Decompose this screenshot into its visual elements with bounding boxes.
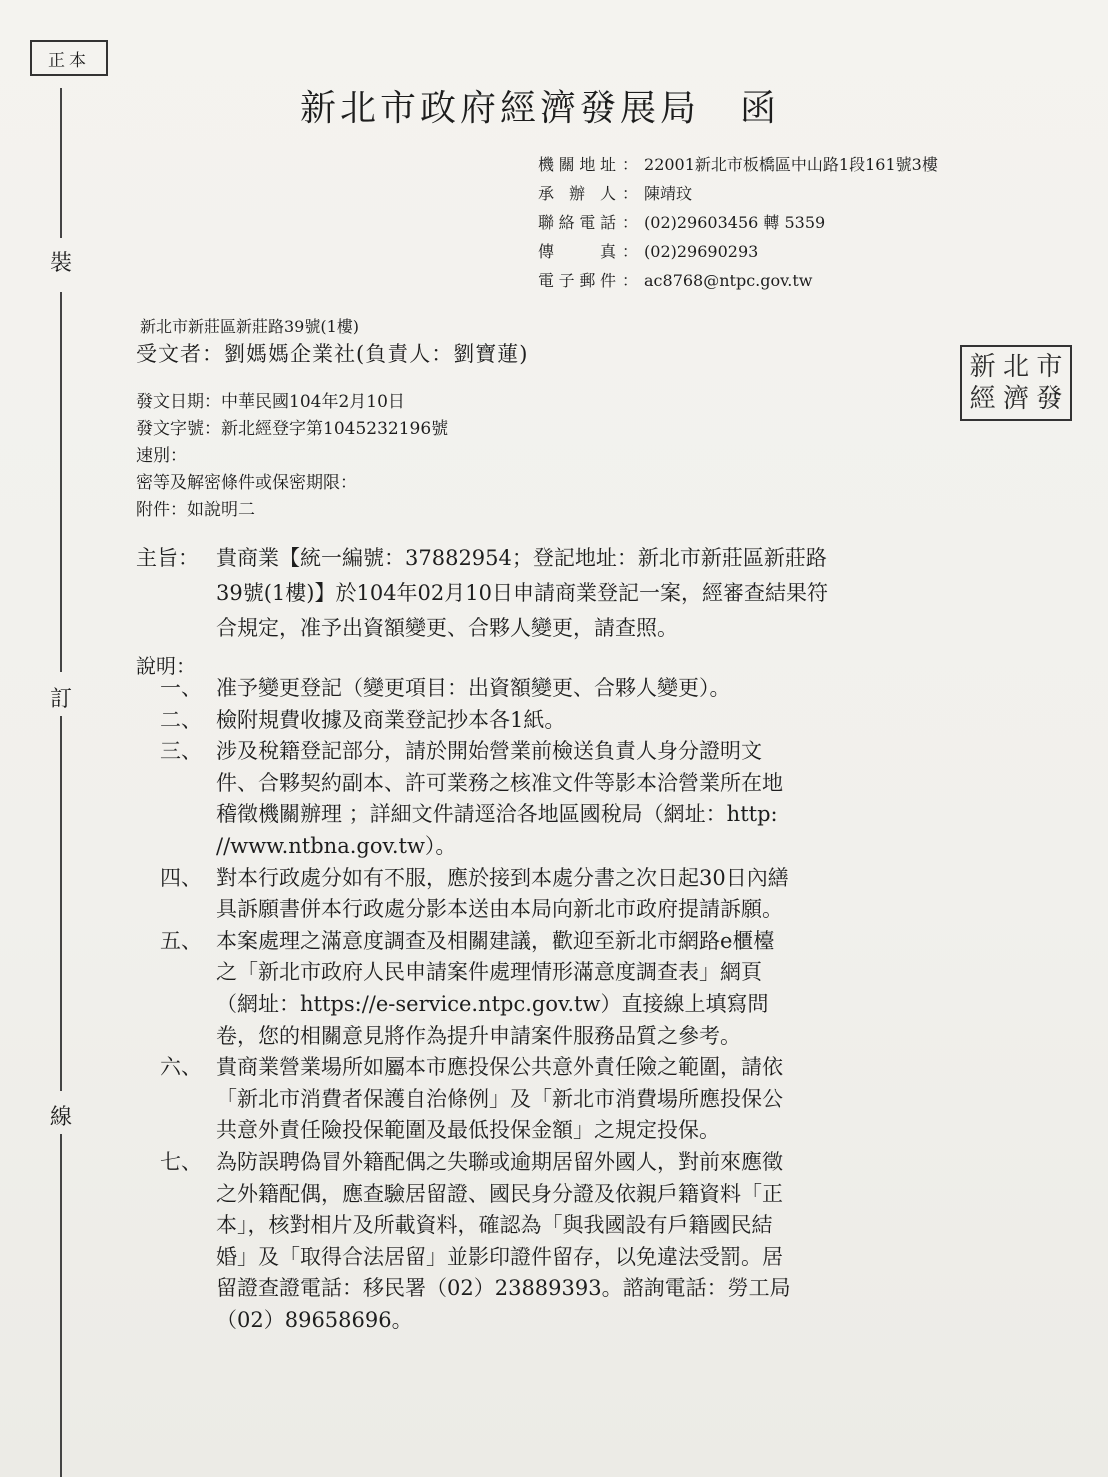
item-number: 五、 [160, 928, 202, 953]
item-number: 三、 [160, 739, 202, 764]
seal-char: 新 [969, 352, 996, 382]
item-line: 之外籍配偶，應查驗居留證、國民身分證及依親戶籍資料「正 [216, 1181, 783, 1206]
item-line: 本案處理之滿意度調查及相關建議，歡迎至新北市網路e櫃檯 [216, 928, 775, 953]
agency-info-row: 電子郵件 ： ac8768@ntpc.gov.tw [538, 266, 938, 295]
item-line: 檢附規費收據及商業登記抄本各1紙。 [216, 707, 566, 732]
info-label: 機關地址 [538, 155, 616, 174]
binding-line-middle [60, 292, 62, 672]
attachments: 附件：如說明二 [136, 500, 255, 520]
explanation-item [160, 863, 950, 926]
seal-char: 發 [1036, 384, 1063, 414]
item-line: 為防誤聘偽冒外籍配偶之失聯或逾期居留外國人，對前來應徵 [216, 1149, 783, 1174]
recipient-address: 新北市新莊區新莊路39號(1樓) [140, 317, 360, 336]
explanation-item [160, 1147, 950, 1337]
agency-info-row: 傳真 ： (02)29690293 [538, 237, 938, 266]
explanation-item [160, 926, 950, 1052]
item-line: 之「新北市政府人民申請案件處理情形滿意度調查表」網頁 [216, 960, 762, 985]
explanation-item [160, 705, 950, 737]
seal-char: 市 [1036, 352, 1063, 382]
item-line: 件、合夥契約副本、許可業務之核准文件等影本洽營業所在地 [216, 770, 783, 795]
subject-section [136, 541, 976, 646]
seal-char: 北 [1002, 352, 1029, 382]
subject-line: 39號(1樓)】於104年02月10日申請商業登記一案，經審查結果符 [216, 581, 828, 605]
item-line: 卷，您的相關意見將作為提升申請案件服務品質之參考。 [216, 1023, 741, 1048]
original-copy-stamp: 正本 [30, 40, 108, 76]
item-line: 具訴願書併本行政處分影本送由本局向新北市政府提請訴願。 [216, 897, 783, 922]
item-line: （02）89658696。 [216, 1307, 413, 1332]
document-number: 發文字號：新北經登字第1045232196號 [136, 419, 449, 439]
item-line: （網址：https://e-service.ntpc.gov.tw）直接線上填寫問 [216, 991, 769, 1016]
info-value: (02)29603456 轉 5359 [644, 213, 826, 232]
item-number: 一、 [160, 676, 202, 700]
binding-mark-xian: 線 [49, 1105, 72, 1130]
subject-body [216, 541, 976, 646]
item-line: 貴商業營業場所如屬本市應投保公共意外責任險之範圍，請依 [216, 1055, 783, 1080]
item-line: 留證查證電話：移民署（02）23889393。諮詢電話：勞工局 [216, 1276, 791, 1301]
subject-head: 主旨： [136, 546, 199, 570]
explanation-item [160, 673, 950, 705]
issue-date: 發文日期：中華民國104年2月10日 [136, 392, 405, 412]
confidentiality: 密等及解密條件或保密期限： [136, 473, 357, 493]
subject-line: 貴商業【統一編號：37882954；登記地址：新北市新莊區新莊路 [216, 546, 827, 570]
binding-line-top [60, 88, 62, 238]
seal-char: 經 [969, 384, 996, 414]
info-value: 陳靖玟 [644, 184, 693, 203]
agency-info [538, 150, 938, 295]
binding-line-lower [60, 716, 62, 1091]
item-line: 本」，核對相片及所載資料，確認為「與我國設有戶籍國民結 [216, 1213, 773, 1238]
info-label: 承辦人 [538, 184, 616, 203]
info-label: 傳真 [538, 242, 616, 261]
item-line: 准予變更登記（變更項目：出資額變更、合夥人變更）。 [216, 676, 731, 700]
agency-info-row: 聯絡電話 ： (02)29603456 轉 5359 [538, 208, 938, 237]
explanation-items [160, 673, 950, 1336]
item-line: 共意外責任險投保範圍及最低投保金額」之規定投保。 [216, 1118, 720, 1143]
recipient: 受文者：劉媽媽企業社(負責人：劉寶蓮) [136, 342, 529, 366]
item-number: 四、 [160, 865, 202, 890]
explanation-head: 說明： [136, 654, 196, 678]
urgency: 速別： [136, 446, 187, 466]
binding-mark-ding: 訂 [49, 687, 72, 712]
explanation-item [160, 736, 950, 862]
official-seal [960, 345, 1072, 421]
info-value: 22001新北市板橋區中山路1段161號3樓 [644, 155, 938, 174]
info-value: (02)29690293 [644, 242, 759, 261]
item-number: 七、 [160, 1149, 202, 1174]
item-line: 對本行政處分如有不服，應於接到本處分書之次日起30日內繕 [216, 865, 789, 890]
item-line: 「新北市消費者保護自治條例」及「新北市消費場所應投保公 [216, 1086, 783, 1111]
info-value: ac8768@ntpc.gov.tw [644, 271, 813, 290]
binding-line-bottom [60, 1134, 62, 1477]
document-title: 新北市政府經濟發展局 函 [300, 88, 781, 129]
info-label: 電子郵件 [538, 271, 616, 290]
item-number: 六、 [160, 1055, 202, 1080]
explanation-item [160, 1052, 950, 1147]
seal-char: 濟 [1002, 384, 1029, 414]
item-line: 涉及稅籍登記部分，請於開始營業前檢送負責人身分證明文 [216, 739, 762, 764]
info-label: 聯絡電話 [538, 213, 616, 232]
agency-info-row: 機關地址 ： 22001新北市板橋區中山路1段161號3樓 [538, 150, 938, 179]
item-number: 二、 [160, 707, 202, 732]
agency-info-row: 承辦人 ： 陳靖玟 [538, 179, 938, 208]
item-line: //www.ntbna.gov.tw）。 [216, 833, 457, 858]
item-line: 婚」及「取得合法居留」並影印證件留存，以免違法受罰。居 [216, 1244, 783, 1269]
subject-line: 合規定，准予出資額變更、合夥人變更，請查照。 [216, 616, 678, 640]
item-line: 稽徵機關辦理 ；詳細文件請逕洽各地區國稅局（網址：http: [216, 802, 778, 827]
document-meta [136, 389, 448, 524]
binding-mark-zhuang: 裝 [49, 251, 72, 276]
